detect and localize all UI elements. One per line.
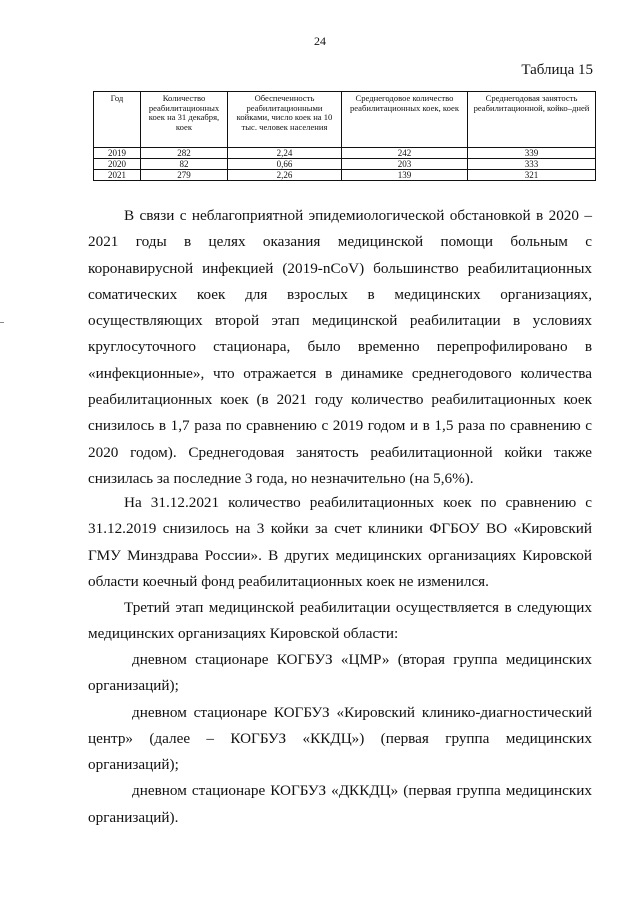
paragraph-text: На 31.12.2021 количество реабилитационных коек по сравнению с 31.12.2019 снизилось на 3 койки за счет клиники ФГБОУ ВО «Кировский ГМУ Минздрава России». В других медицинских организациях Кировской области коечный фонд реабилитационных коек не изменился. — [88, 494, 592, 590]
table-row — [94, 170, 596, 181]
cell-bed-count: 279 — [141, 170, 228, 181]
paragraph-covid-repurposing — [88, 203, 592, 492]
header-avg-occupancy: Среднегодовая занятость реабилитационной, койко–дней — [468, 92, 596, 148]
list-item: дневном стационаре КОГБУЗ «ДККДЦ» (первая группа медицинских организаций). — [88, 782, 592, 826]
cell-bed-count: 82 — [141, 159, 228, 170]
table-header-row — [94, 92, 596, 148]
cell-avg-occupancy: 339 — [468, 148, 596, 159]
paragraph-text: В связи с неблагоприятной эпидемиологической обстановкой в 2020 – 2021 годы в целях оказания медицинской помощи больным с коронавирусной инфекцией (2019-nCoV) большинство реабилитационных соматических коек для взрослых в медицинских организациях, осуществляющих второй этап медицинской реабилитации в условиях круглосуточного стационара, было временно перепрофилировано в «инфекционные», что отражается в динамике среднегодового количества реабилитационных коек (в 2021 году количество реабилитационных коек снизилось в 1,7 раза по сравнению с 2019 годом и в 1,5 раза по сравнению с 2020 годом). Среднегодовая занятость реабилитационной койки также снизилась за последние 3 года, но незначительно (на 5,6%). — [88, 207, 592, 487]
cell-bed-provision: 2,26 — [228, 170, 342, 181]
cell-avg-bed-count: 139 — [342, 170, 468, 181]
cell-year: 2020 — [94, 159, 141, 170]
cell-year: 2019 — [94, 148, 141, 159]
margin-mark — [0, 322, 4, 323]
header-year: Год — [94, 92, 141, 148]
table-row — [94, 159, 596, 170]
table-row — [94, 148, 596, 159]
page-number: 24 — [314, 34, 326, 48]
cell-year: 2021 — [94, 170, 141, 181]
cell-avg-occupancy: 321 — [468, 170, 596, 181]
cell-bed-provision: 0,66 — [228, 159, 342, 170]
header-avg-bed-count: Среднегодовое количество реабилитационных коек, коек — [342, 92, 468, 148]
cell-bed-count: 282 — [141, 148, 228, 159]
cell-avg-bed-count: 242 — [342, 148, 468, 159]
cell-avg-occupancy: 333 — [468, 159, 596, 170]
list-item: дневном стационаре КОГБУЗ «ЦМР» (вторая группа медицинских организаций); — [88, 651, 592, 695]
list-item: дневном стационаре КОГБУЗ «Кировский клинико-диагностический центр» (далее – КОГБУЗ «ККДЦ») (первая группа медицинских организаций); — [88, 703, 592, 774]
cell-bed-provision: 2,24 — [228, 148, 342, 159]
header-bed-provision: Обеспеченность реабилитационными койками, число коек на 10 тыс. человек населения — [228, 92, 342, 148]
table-caption: Таблица 15 — [521, 62, 593, 78]
header-bed-count: Количество реабилитационных коек на 31 декабря, коек — [141, 92, 228, 148]
rehab-beds-table — [93, 91, 596, 181]
paragraph-text: Третий этап медицинской реабилитации осуществляется в следующих медицинских организациях Кировской области: — [88, 599, 592, 643]
cell-avg-bed-count: 203 — [342, 159, 468, 170]
paragraph-bed-change — [88, 490, 592, 595]
paragraph-third-stage — [88, 595, 592, 648]
organizations-list — [88, 647, 592, 831]
